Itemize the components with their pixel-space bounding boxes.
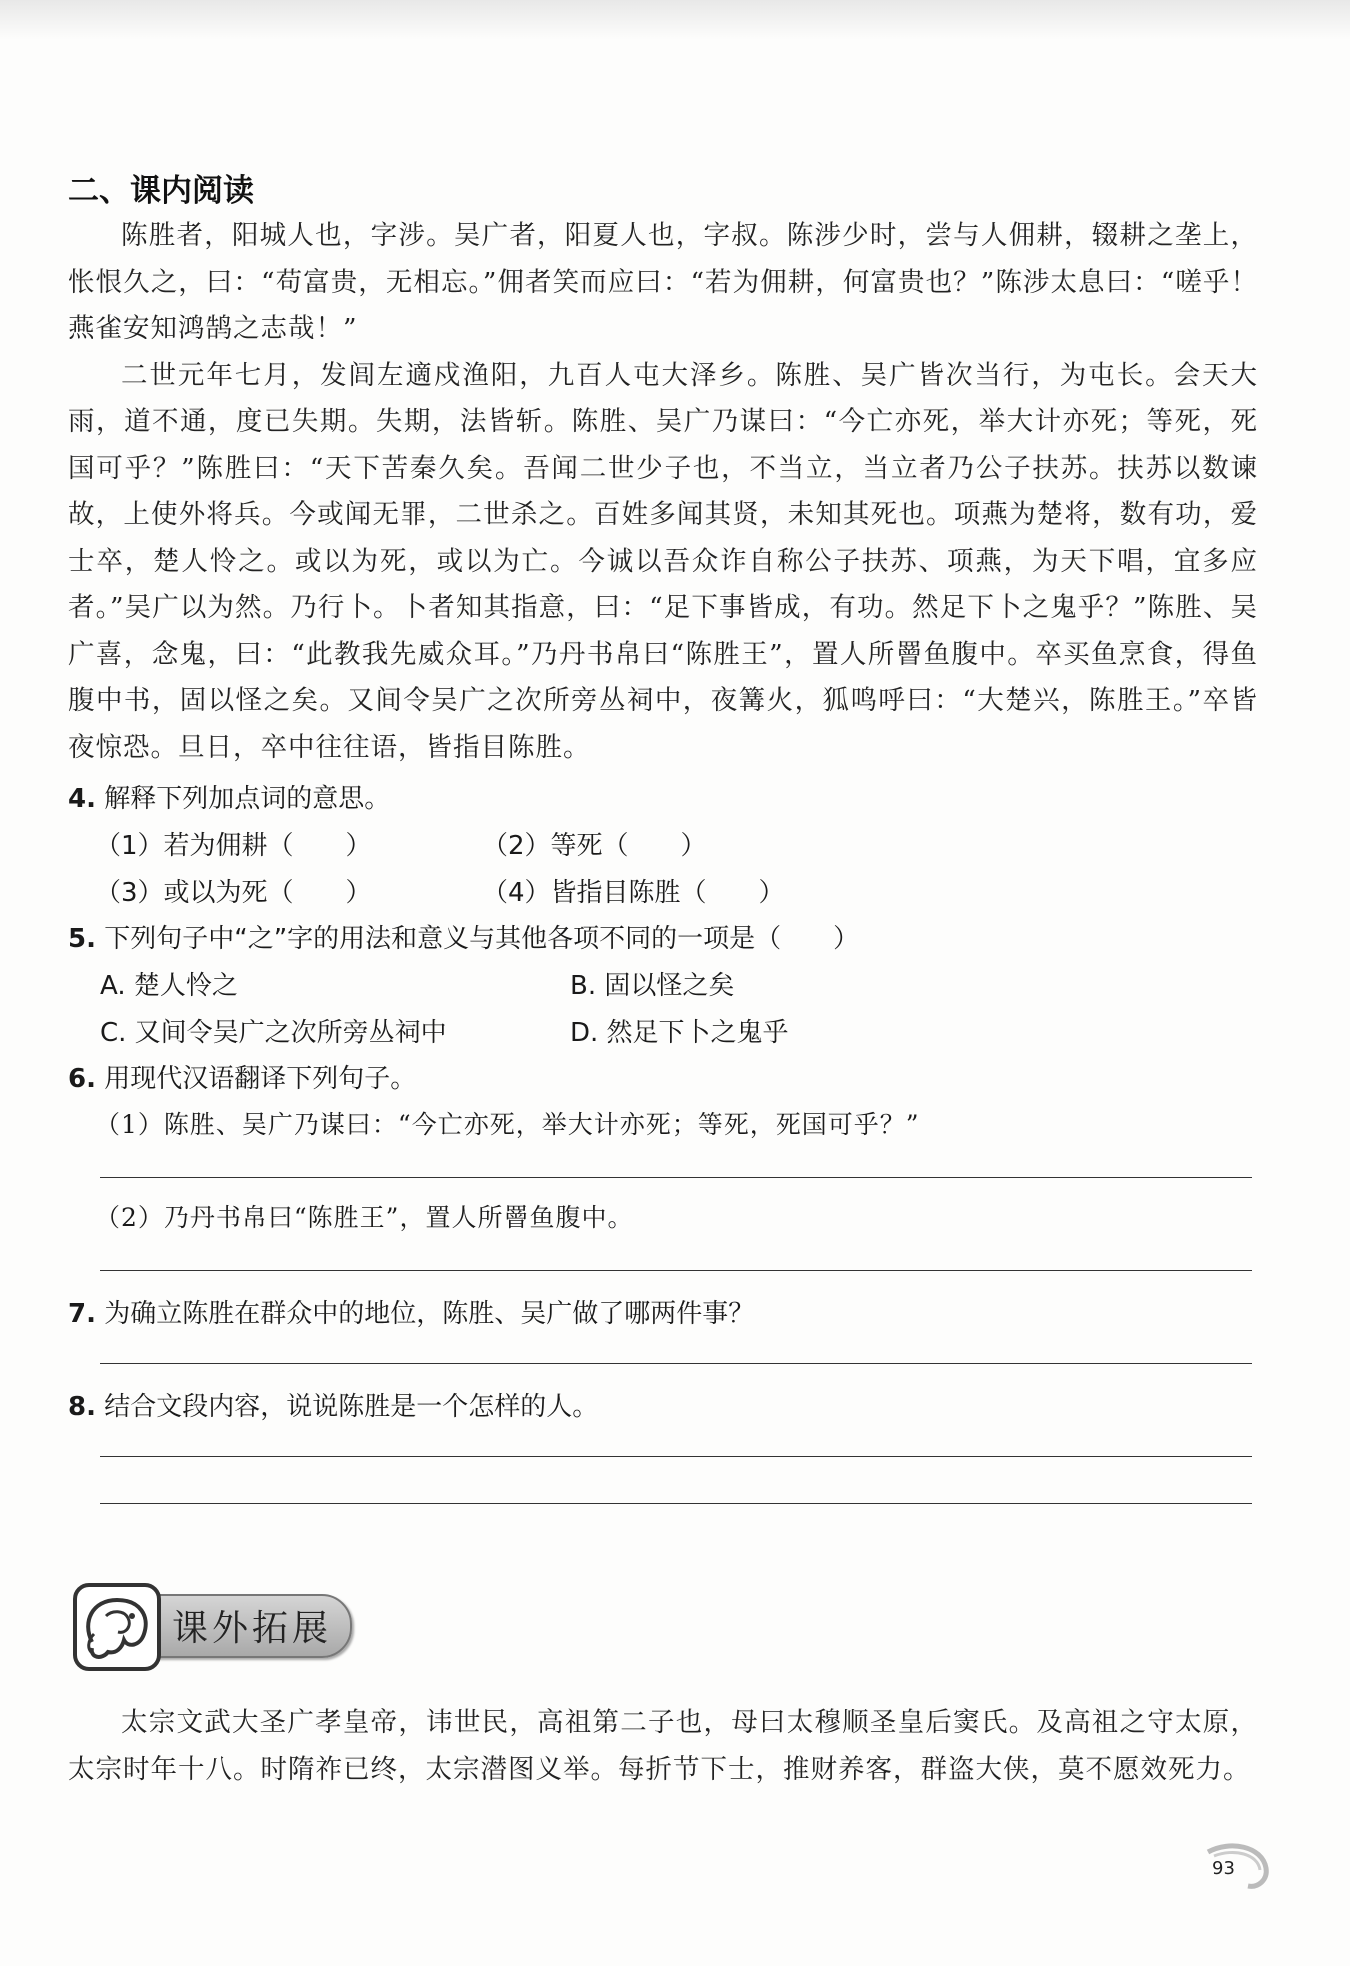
q6-item-2: （2）乃丹书帛曰“陈胜王”，置人所罾鱼腹中。 xyxy=(95,1203,634,1232)
q5-option-c: C. 又间令吴广之次所旁丛祠中 xyxy=(100,1018,447,1048)
answer-line-q8-2[interactable] xyxy=(100,1503,1252,1504)
question-7 xyxy=(68,1293,754,1330)
section-title: 二、课内阅读 xyxy=(68,173,254,209)
page-number xyxy=(1200,1842,1280,1892)
extension-passage xyxy=(68,1700,1258,1793)
reading-passage xyxy=(68,213,1258,771)
question-8-text: 结合文段内容，说说陈胜是一个怎样的人。 xyxy=(104,1392,599,1422)
question-5 xyxy=(68,918,859,955)
q5-option-d: D. 然足下卜之鬼乎 xyxy=(570,1018,789,1048)
question-5-number: 5. xyxy=(68,924,96,954)
elephant-seal-icon xyxy=(72,1582,162,1672)
q6-item-1: （1）陈胜、吴广乃谋曰：“今亡亦死，举大计亦死；等死，死国可乎？” xyxy=(95,1110,920,1139)
q5-option-a: A. 楚人怜之 xyxy=(100,971,238,1001)
answer-line-q8-1[interactable] xyxy=(100,1456,1252,1457)
extension-paragraph: 太宗文武大圣广孝皇帝，讳世民，高祖第二子也，母曰太穆顺圣皇后窦氏。及高祖之守太原，太宗时年十八。时隋祚已终，太宗潜图义举。每折节下士，推财养客，群盗大侠，莫不愿效死力。 xyxy=(68,1707,1258,1785)
q5-option-b: B. 固以怪之矣 xyxy=(570,971,735,1001)
passage-paragraph-1: 陈胜者，阳城人也，字涉。吴广者，阳夏人也，字叔。陈涉少时，尝与人佣耕，辍耕之垄上，怅恨久之，曰：“苟富贵，无相忘。”佣者笑而应曰：“若为佣耕，何富贵也？”陈涉太息曰：“嗟乎！燕雀安知鸿鹄之志哉！” xyxy=(68,220,1258,344)
question-6 xyxy=(68,1058,416,1095)
q4-item-2: （2）等死（ ） xyxy=(482,831,707,861)
question-4-text: 解释下列加点词的意思。 xyxy=(104,784,391,814)
extension-banner xyxy=(72,1582,352,1672)
question-7-number: 7. xyxy=(68,1299,96,1329)
question-4-number: 4. xyxy=(68,784,96,814)
question-4 xyxy=(68,778,390,815)
q4-item-3: （3）或以为死（ ） xyxy=(95,878,372,908)
question-5-text: 下列句子中“之”字的用法和意义与其他各项不同的一项是（ ） xyxy=(104,924,860,954)
answer-line-q6-1[interactable] xyxy=(100,1177,1252,1178)
passage-paragraph-2: 二世元年七月，发闾左適戍渔阳，九百人屯大泽乡。陈胜、吴广皆次当行，为屯长。会天大雨，道不通，度已失期。失期，法皆斩。陈胜、吴广乃谋曰：“今亡亦死，举大计亦死；等死，死国可乎？”陈胜曰：“天下苦秦久矣。吾闻二世少子也，不当立，当立者乃公子扶苏。扶苏以数谏故，上使外将兵。今或闻无罪，二世杀之。百姓多闻其贤，未知其死也。项燕为楚将，数有功，爱士卒，楚人怜之。或以为死，或以为亡。今诚以吾众诈自称公子扶苏、项燕，为天下唱，宜多应者。”吴广以为然。乃行卜。卜者知其指意，曰：“足下事皆成，有功。然足下卜之鬼乎？”陈胜、吴广喜，念鬼，曰：“此教我先威众耳。”乃丹书帛曰“陈胜王”，置人所罾鱼腹中。卒买鱼烹食，得鱼腹中书，固以怪之矣。又间令吴广之次所旁丛祠中，夜篝火，狐鸣呼曰：“大楚兴，陈胜王。”卒皆夜惊恐。旦日，卒中往往语，皆指目陈胜。 xyxy=(68,359,1259,763)
question-7-text: 为确立陈胜在群众中的地位，陈胜、吴广做了哪两件事？ xyxy=(104,1299,755,1329)
q4-item-4: （4）皆指目陈胜（ ） xyxy=(482,878,785,908)
page-top-shadow xyxy=(0,0,1350,40)
extension-banner-title: 课外拓展 xyxy=(172,1608,333,1649)
question-8-number: 8. xyxy=(68,1392,96,1422)
question-6-text: 用现代汉语翻译下列句子。 xyxy=(104,1064,417,1094)
page-number-text: 93 xyxy=(1212,1858,1235,1879)
q4-item-1: （1）若为佣耕（ ） xyxy=(95,831,372,861)
answer-line-q7[interactable] xyxy=(100,1363,1252,1364)
answer-line-q6-2[interactable] xyxy=(100,1270,1252,1271)
question-6-number: 6. xyxy=(68,1064,96,1094)
question-8 xyxy=(68,1386,598,1423)
